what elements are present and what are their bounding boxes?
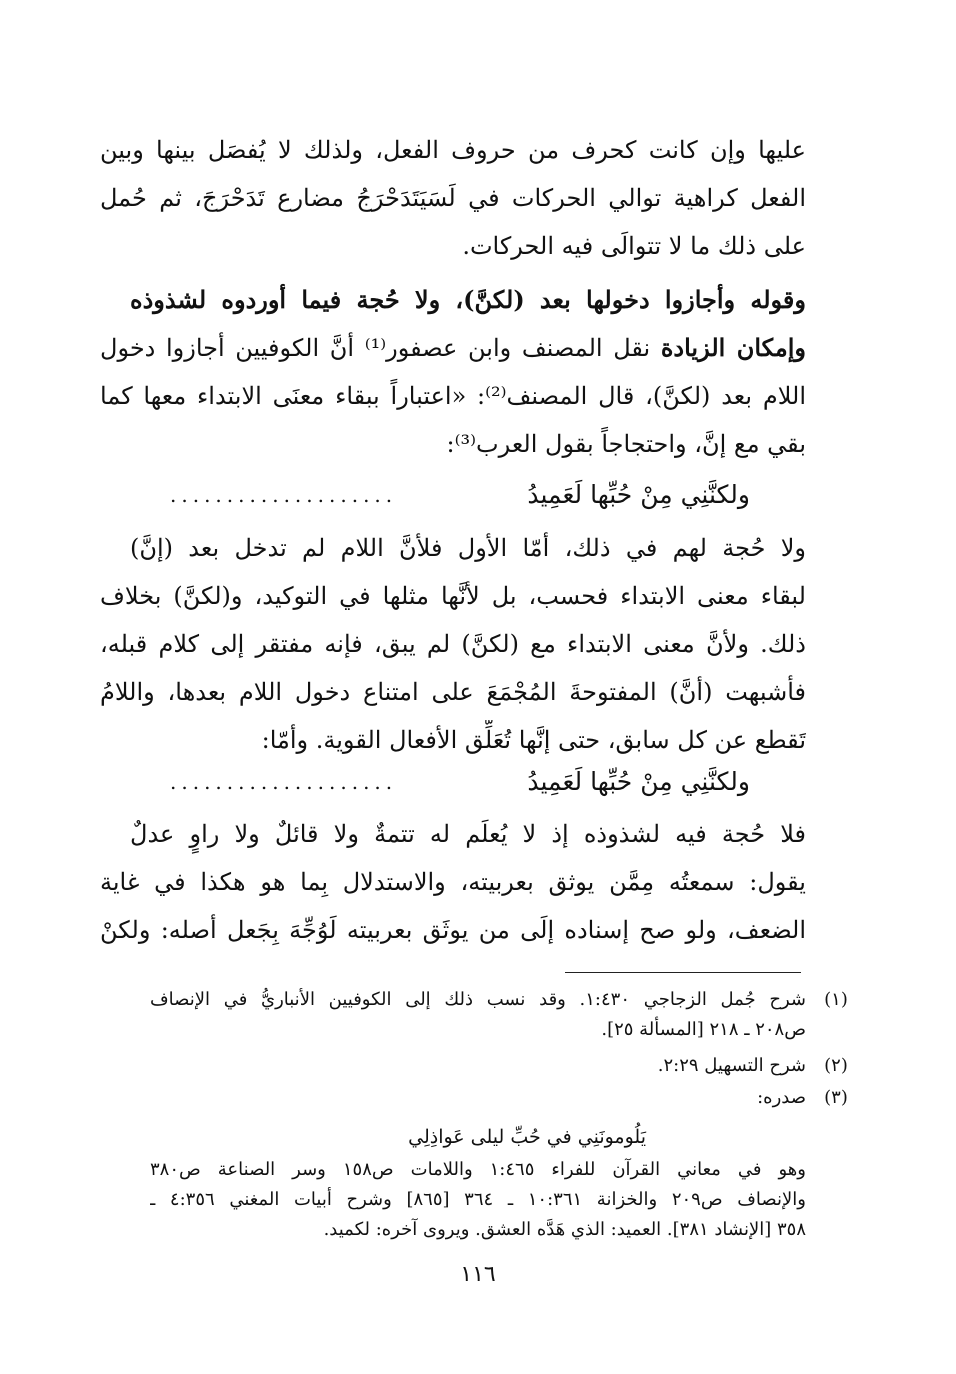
- footnote-line: ٣٥٨ [الإنشاد ٣٨١]. العميد: الذي هَدَّه العشق. ويروى آخره: لكميد.: [323, 1219, 806, 1240]
- text-line-bold: وقوله وأجازوا دخولها بعد (لكنَّ)، ولا حُجة فيما أوردوه لشذوذه: [130, 285, 806, 314]
- page-number: ١١٦: [460, 1262, 496, 1287]
- text-line: الضعف، ولو صح إسناده إلَى من يوثَق بعربيته لَوُجِّهَ بِجَعل أصله: ولكنْ: [100, 916, 806, 944]
- footnote-verse: يَلُومونَنِي في حُبِّ ليلى عَواذِلِي: [408, 1126, 646, 1148]
- verse-dots: ....................: [170, 483, 398, 507]
- footnote-line: والإنصاف ص٢٠٩ والخزانة ١٠:٣٦١ ـ ٣٦٤ [٨٦٥] وشرح أبيات المغني ٤:٣٥٦ ـ: [150, 1189, 806, 1210]
- poetry-verse: [100, 762, 806, 802]
- footnote-line: شرح جُمل الزجاجي ١:٤٣٠. وقد نسب ذلك إلى الكوفيين الأنباريُّ في الإنصاف: [150, 989, 806, 1010]
- text-line: يقول: سمعتُه مِمَّن يوثق بعربيته، والاستدلال بِما هو هكذا في غاية: [100, 868, 806, 896]
- bold-phrase: وإمكان الزيادة: [660, 333, 806, 362]
- footnote-separator: [565, 972, 801, 973]
- verse-hemistich: ولكنَّنِي مِنْ حُبِّها لَعَمِيدُ: [527, 480, 750, 509]
- text-line: اللام بعد (لكنَّ)، قال المصنف⁽²⁾: «اعتباراً ببقاء معنَى الابتداء معها كما: [100, 382, 806, 410]
- text-line: ولا حُجة لهم في ذلك، أمّا الأول فلأنَّ اللام لم تدخل بعد (إنَّ): [130, 534, 806, 562]
- text-line: لبقاء معنى الابتداء فحسب، بل لأنَّها مثلها في التوكيد، و(لكنَّ) بخلاف: [100, 582, 806, 610]
- footnote-line: صدره:: [757, 1087, 806, 1108]
- text-line: فلا حُجة فيه لشذوذه إذ لا يُعلَم له تتمةٌ ولا قائلٌ ولا راوٍ عدلٌ: [130, 820, 806, 848]
- text-line: بقي مع إنَّ، واحتجاجاً بقول العرب⁽³⁾:: [446, 430, 806, 458]
- footnote-line: شرح التسهيل ٢:٢٩.: [657, 1055, 806, 1076]
- text-line: فأشبهت (أنَّ) المفتوحةَ المُجْمَعَ على امتناع دخول اللام بعدها، واللامُ: [100, 678, 806, 706]
- verse-dots: ....................: [170, 770, 398, 794]
- footnote-line: وهو في معاني القرآن للفراء ١:٤٦٥ واللامات ص١٥٨ وسر الصناعة ص٣٨٠: [150, 1159, 806, 1180]
- text-line: على ذلك ما لا تتوالَى فيه الحركات.: [462, 232, 806, 260]
- text-line: الفعل كراهية توالي الحركات في لَسَيَتَدَحْرَجُ مضارع تَدَحْرَجَ، ثم حُمل: [100, 184, 806, 212]
- footnote-line: ص٢٠٨ ـ ٢١٨ [المسألة ٢٥].: [601, 1019, 806, 1040]
- text-line: ذلك. ولأنَّ معنى الابتداء مع (لكنَّ) لم يبق، فإنه مفتقر إلى كلام قبله،: [100, 630, 806, 658]
- text-line: عليها وإن كانت كحرف من حروف الفعل، ولذلك لا يُفصَل بينها وبين: [100, 136, 806, 164]
- verse-hemistich: ولكنَّنِي مِنْ حُبِّها لَعَمِيدُ: [527, 767, 750, 796]
- text-line: [100, 328, 806, 368]
- text-line: تَقطع عن كل سابق، حتى إنَّها تُعَلِّق الأفعال القوية. وأمّا:: [261, 726, 806, 754]
- poetry-verse: [100, 475, 806, 515]
- text-span: نقل المصنف وابن عصفور⁽¹⁾ أنَّ الكوفيين أجازوا دخول: [100, 334, 661, 362]
- book-page: عليها وإن كانت كحرف من حروف الفعل، ولذلك لا يُفصَل بينها وبين الفعل كراهية توالي الحركات في لَسَيَتَدَحْرَجُ مضارع تَدَحْرَجَ، ثم حُمل على ذلك ما لا تتوالَى فيه الحركات. وقوله وأجازوا دخولها بعد (لكنَّ)، ولا حُجة فيما أوردوه لشذوذه وإمكان الزيادة نقل المصنف وابن عصفور⁽¹⁾ أنَّ الكوفيين أجازوا دخول اللام بعد (لكنَّ)، قال المصنف⁽²⁾: «اعتباراً ببقاء معنَى الابتداء معها كما بقي مع إنَّ، واحتجاجاً بقول العرب⁽³⁾: ولكنَّنِي مِنْ حُبِّها لَعَمِيدُ .................... ولا حُجة لهم في ذلك، أمّا الأول فلأنَّ اللام لم تدخل بعد (إنَّ) لبقاء معنى الابتداء فحسب، بل لأنَّها مثلها في التوكيد، و(لكنَّ) بخلاف ذلك. ولأنَّ معنى الابتداء مع (لكنَّ) لم يبق، فإنه مفتقر إلى كلام قبله، فأشبهت (أنَّ) المفتوحةَ المُجْمَعَ على امتناع دخول اللام بعدها، واللامُ تَقطع عن كل سابق، حتى إنَّها تُعَلِّق الأفعال القوية. وأمّا: ولكنَّنِي مِنْ حُبِّها لَعَمِيدُ .................... فلا حُجة فيه لشذوذه إذ لا يُعلَم له تتمةٌ ولا قائلٌ ولا راوٍ عدلٌ يقول: سمعتُه مِمَّن يوثق بعربيته، والاستدلال بِما هو هكذا في غاية الضعف، ولو صح إسناده إلَى من يوثَق بعربيته لَوُجِّهَ بِجَعل أصله: ولكنْ (١) شرح جُمل الزجاجي ١:٤٣٠. وقد نسب ذلك إلى الكوفيين الأنباريُّ في الإنصاف ص٢٠٨ ـ ٢١٨ [المسألة ٢٥]. (٢) شرح التسهيل ٢:٢٩. (٣) صدره: يَلُومونَنِي في حُبِّ ليلى عَواذِلِي وهو في معاني القرآن للفراء ١:٤٦٥ واللامات ص١٥٨ وسر الصناعة ص٣٨٠ والإنصاف ص٢٠٩ والخزانة ١٠:٣٦١ ـ ٣٦٤ [٨٦٥] وشرح أبيات المغني ٤:٣٥٦ ـ ٣٥٨ [الإنشاد ٣٨١]. العميد: الذي هَدَّه العشق. ويروى آخره: لكميد. ١١٦: [0, 0, 956, 1374]
